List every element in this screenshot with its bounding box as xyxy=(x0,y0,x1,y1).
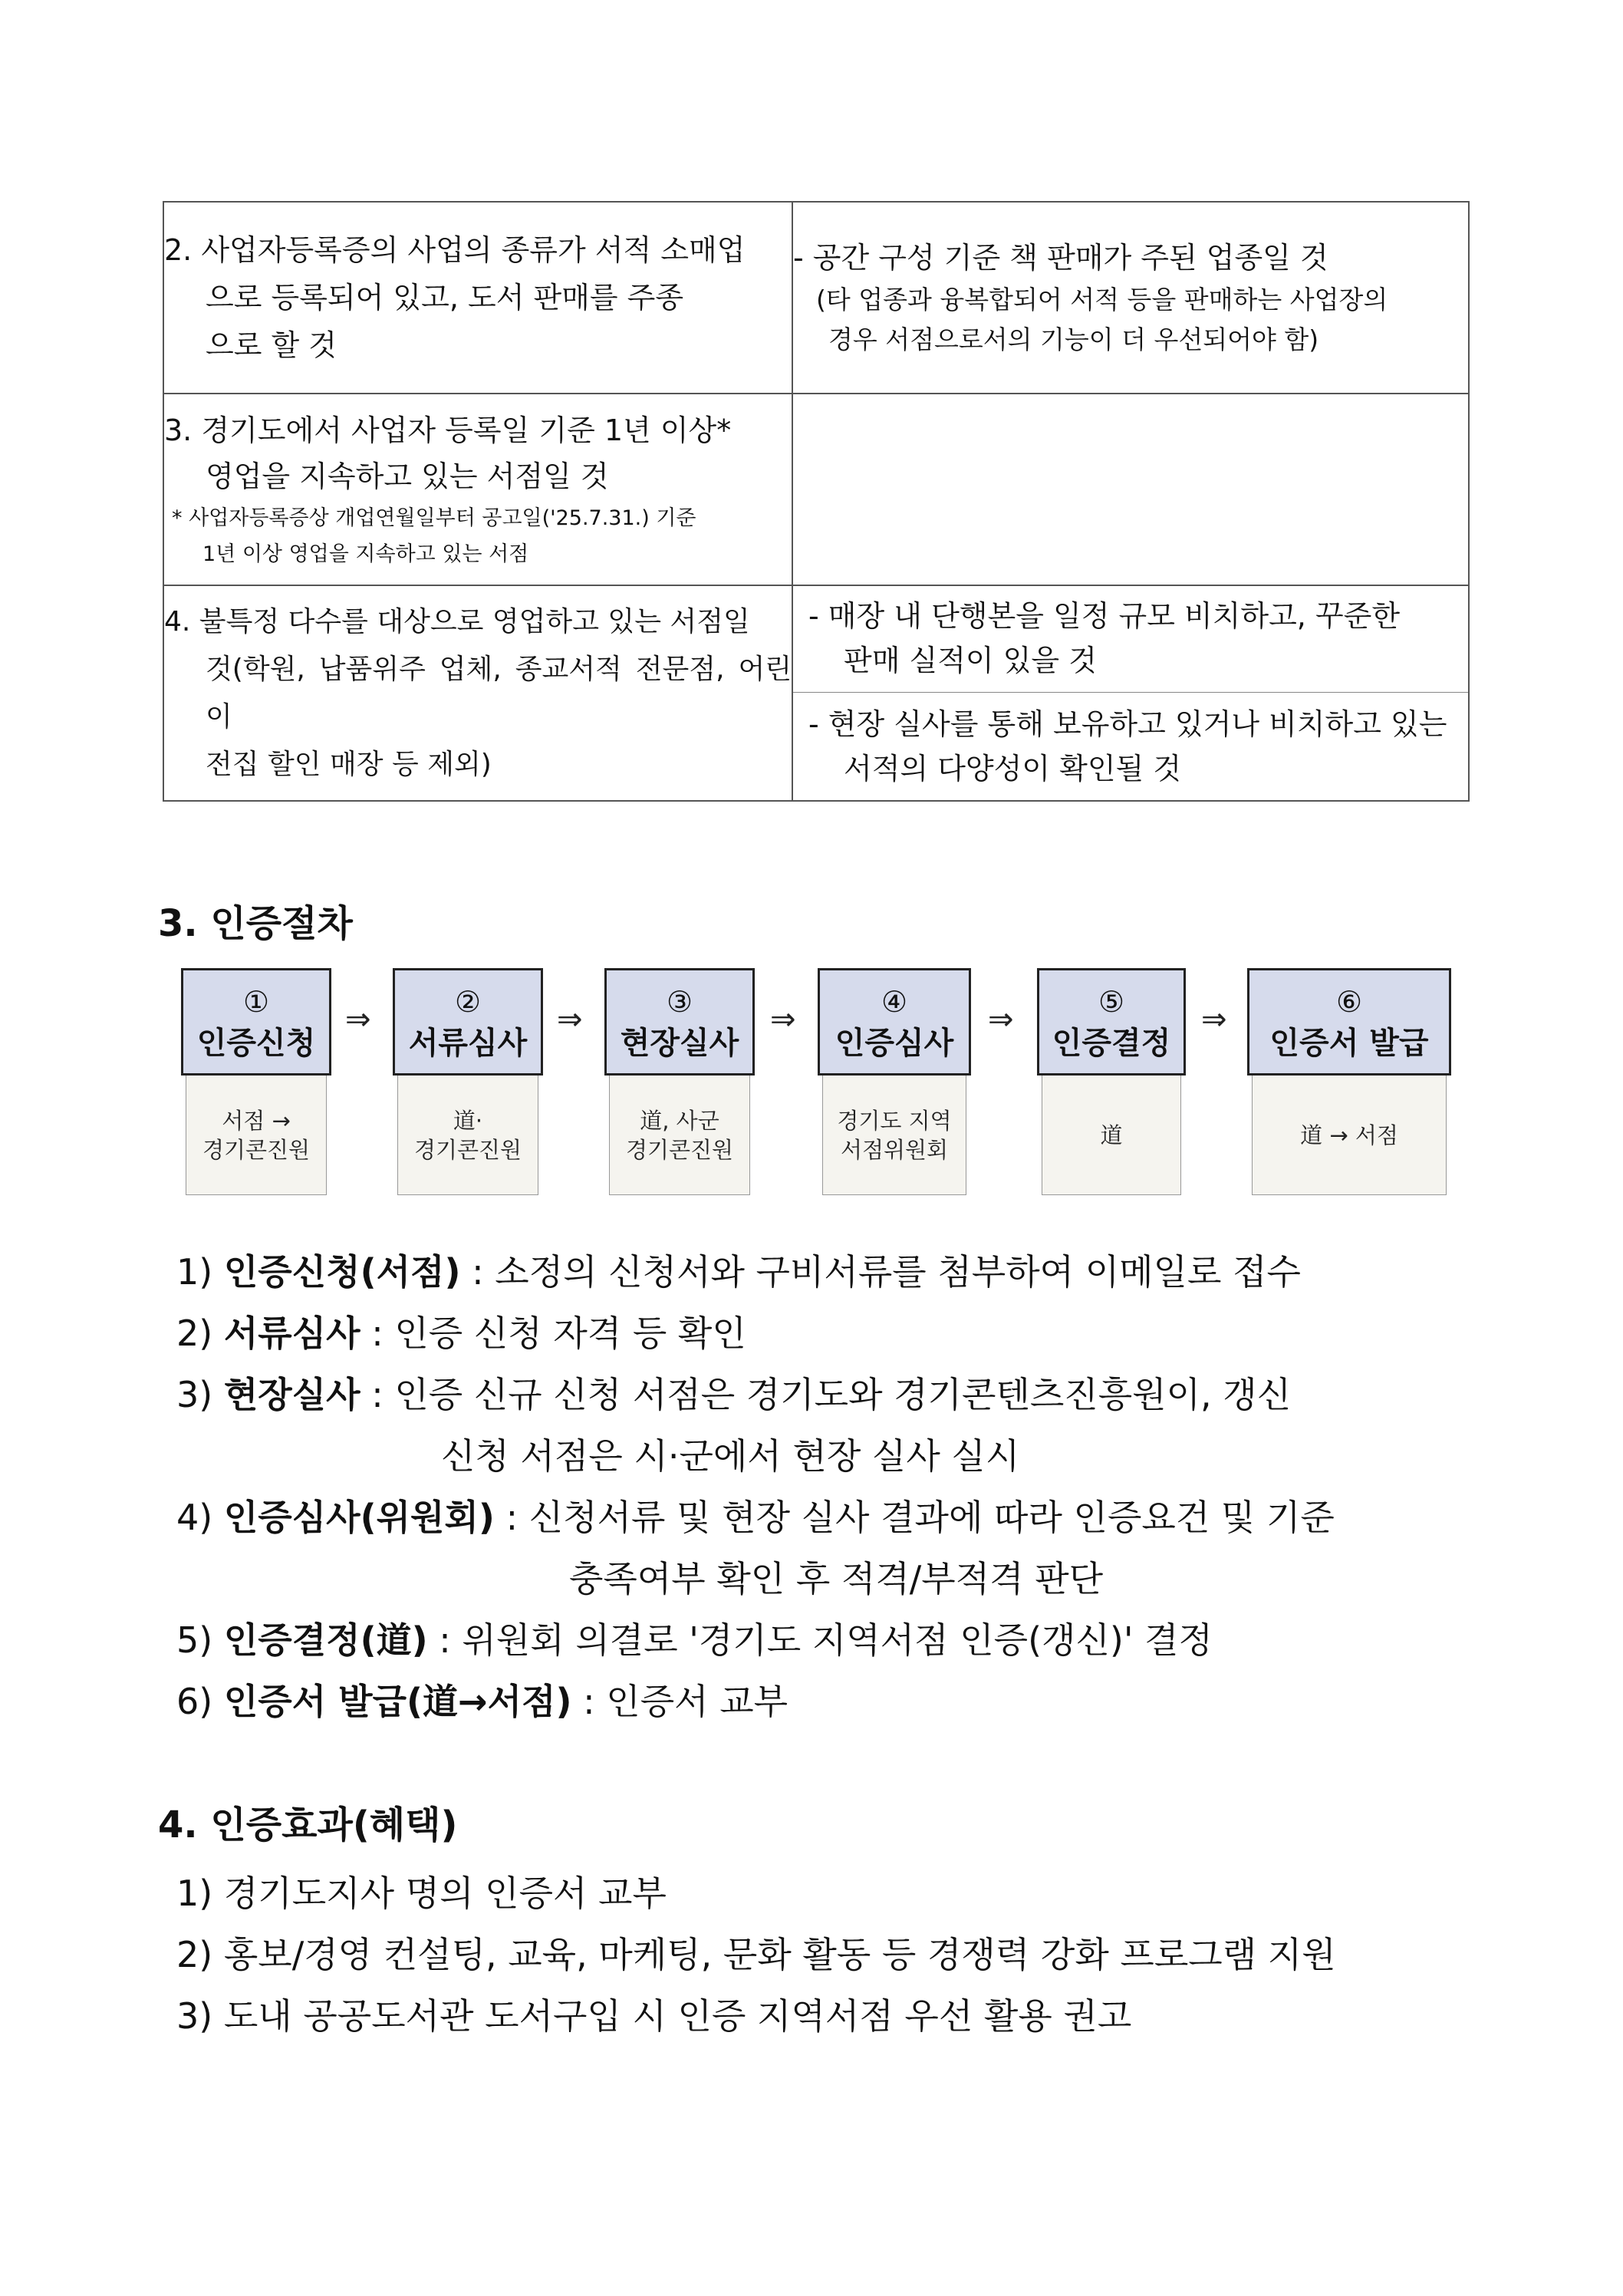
item-text: 인증 신규 신청 서점은 경기도와 경기콘텐츠진흥원이, 갱신 xyxy=(394,1374,1292,1415)
step-number: ① xyxy=(242,985,270,1019)
step-actor-line: 경기콘진원 xyxy=(202,1136,311,1163)
item-title: 인증결정(道) xyxy=(223,1619,428,1661)
criteria-text: 으로 등록되어 있고, 도서 판매를 주종 xyxy=(206,281,684,315)
step-label: 인증서 발급 xyxy=(1269,1026,1429,1061)
step-actor-line: 道 xyxy=(1100,1122,1123,1148)
criteria-cell xyxy=(163,394,792,585)
flow-step-actor xyxy=(609,1076,750,1195)
item-text: 위원회 의결로 '경기도 지역서점 인증(갱신)' 결정 xyxy=(462,1619,1213,1661)
flow-step-header xyxy=(393,968,543,1076)
flow-step-header xyxy=(1247,968,1451,1076)
criteria-text: 3. 경기도에서 사업자 등록일 기준 1년 이상* xyxy=(164,413,732,447)
list-item: 3) 도내 공공도서관 도서구입 시 인증 지역서점 우선 활용 권고 xyxy=(176,1995,1132,2037)
detail-text: - 현장 실사를 통해 보유하고 있거나 비치하고 있는 xyxy=(808,707,1447,741)
table-row xyxy=(163,394,1469,585)
item-title: 서류심사 xyxy=(223,1313,360,1354)
list-item xyxy=(176,1241,1480,1303)
benefit-list xyxy=(176,1863,1336,2047)
item-title: 현장실사 xyxy=(223,1374,360,1415)
detail-item xyxy=(793,586,1468,693)
criteria-footnote: * 사업자등록증상 개업연월일부터 공고일('25.7.31.) 기준 xyxy=(172,506,696,530)
flow-step-actor xyxy=(186,1076,327,1195)
step-number: ③ xyxy=(666,985,693,1019)
flow-step-header xyxy=(604,968,755,1076)
step-number: ④ xyxy=(881,985,908,1019)
step-actor-line: 道· xyxy=(453,1107,483,1134)
flow-step xyxy=(181,968,331,1195)
list-item xyxy=(176,1487,1480,1548)
detail-note: 경우 서점으로서의 기능이 더 우선되어야 함) xyxy=(828,324,1319,354)
flow-step-header xyxy=(181,968,331,1076)
criteria-cell xyxy=(163,202,792,394)
criteria-footnote: 1년 이상 영업을 지속하고 있는 서점 xyxy=(202,542,529,566)
item-separator: : xyxy=(505,1497,519,1538)
step-actor-line: 경기콘진원 xyxy=(413,1136,522,1163)
detail-cell xyxy=(792,585,1469,801)
step-label: 현장실사 xyxy=(620,1026,739,1061)
flow-step-header xyxy=(1037,968,1186,1076)
step-actor-line: 道, 사군 xyxy=(640,1107,719,1134)
table-row xyxy=(163,202,1469,394)
list-item-continuation: 충족여부 확인 후 적격/부적격 판단 xyxy=(569,1558,1104,1599)
step-actor-line: 서점위원회 xyxy=(840,1136,949,1163)
flow-step xyxy=(1037,968,1186,1195)
flow-step-actor xyxy=(1252,1076,1447,1195)
step-label: 인증심사 xyxy=(835,1026,954,1061)
item-title: 인증신청(서점) xyxy=(223,1251,461,1293)
criteria-table xyxy=(163,201,1470,802)
flow-arrow-icon: ⇒ xyxy=(1201,1002,1227,1037)
item-number: 1) xyxy=(176,1251,213,1293)
section-heading: 4. 인증효과(혜택) xyxy=(158,1804,458,1846)
detail-note: (타 업종과 융복합되어 서적 등을 판매하는 사업장의 xyxy=(816,285,1388,315)
item-separator: : xyxy=(371,1313,384,1354)
criteria-text: 4. 불특정 다수를 대상으로 영업하고 있는 서점일 xyxy=(164,605,750,637)
list-item xyxy=(176,1364,1480,1425)
step-number: ⑤ xyxy=(1098,985,1125,1019)
list-item xyxy=(176,1609,1480,1671)
detail-text: - 매장 내 단행본을 일정 규모 비치하고, 꾸준한 xyxy=(808,599,1401,633)
detail-item xyxy=(793,693,1468,800)
step-actor-line: 서점 → xyxy=(222,1107,291,1134)
detail-text: - 공간 구성 기준 책 판매가 주된 업종일 것 xyxy=(793,241,1328,275)
step-actor-line: 경기도 지역 xyxy=(837,1107,952,1134)
item-number: 3) xyxy=(176,1374,213,1415)
table-row xyxy=(163,585,1469,801)
criteria-text: 것(학원, 납품위주 업체, 종교서적 전문점, 어린이 xyxy=(206,653,792,733)
item-text: 소정의 신청서와 구비서류를 첨부하여 이메일로 접수 xyxy=(495,1251,1301,1293)
list-item xyxy=(176,1303,1480,1364)
process-flow xyxy=(181,968,1454,1198)
criteria-cell xyxy=(163,585,792,801)
section-heading: 3. 인증절차 xyxy=(158,902,353,945)
item-number: 5) xyxy=(176,1619,213,1661)
flow-step xyxy=(818,968,971,1195)
criteria-text: 2. 사업자등록증의 사업의 종류가 서적 소매업 xyxy=(164,233,746,267)
item-number: 2) xyxy=(176,1313,213,1354)
list-item: 1) 경기도지사 명의 인증서 교부 xyxy=(176,1873,667,1914)
flow-arrow-icon: ⇒ xyxy=(770,1002,796,1037)
criteria-text: 전집 할인 매장 등 제외) xyxy=(206,748,492,780)
step-actor-line: 경기콘진원 xyxy=(625,1136,734,1163)
flow-arrow-icon: ⇒ xyxy=(557,1002,583,1037)
detail-cell xyxy=(792,202,1469,394)
item-number: 4) xyxy=(176,1497,213,1538)
flow-arrow-icon: ⇒ xyxy=(345,1002,371,1037)
flow-arrow-icon: ⇒ xyxy=(988,1002,1014,1037)
item-separator: : xyxy=(439,1619,451,1661)
item-separator: : xyxy=(583,1681,595,1722)
step-label: 인증신청 xyxy=(196,1026,316,1061)
step-actor-line: 道 → 서점 xyxy=(1300,1122,1398,1148)
item-title: 인증서 발급(道→서점) xyxy=(223,1681,572,1722)
flow-step xyxy=(1247,968,1451,1195)
step-number: ② xyxy=(454,985,482,1019)
list-item-continuation: 신청 서점은 시·군에서 현장 실사 실시 xyxy=(441,1435,1020,1477)
item-separator: : xyxy=(472,1251,484,1293)
item-text: 신청서류 및 현장 실사 결과에 따라 인증요건 및 기준 xyxy=(528,1497,1335,1538)
list-item: 2) 홍보/경영 컨설팅, 교육, 마케팅, 문화 활동 등 경쟁력 강화 프로그램 지원 xyxy=(176,1934,1336,1975)
procedure-list xyxy=(176,1241,1480,1732)
criteria-text: 영업을 지속하고 있는 서점일 것 xyxy=(206,460,609,493)
detail-text: 판매 실적이 있을 것 xyxy=(844,644,1097,677)
flow-step-actor xyxy=(1042,1076,1181,1195)
detail-cell-empty xyxy=(792,394,1469,585)
step-label: 서류심사 xyxy=(408,1026,528,1061)
flow-step-actor xyxy=(397,1076,538,1195)
step-number: ⑥ xyxy=(1335,985,1363,1019)
item-title: 인증심사(위원회) xyxy=(223,1497,495,1538)
flow-step xyxy=(393,968,543,1195)
item-text: 인증서 교부 xyxy=(606,1681,788,1722)
flow-step xyxy=(604,968,755,1195)
flow-step-actor xyxy=(822,1076,966,1195)
flow-step-header xyxy=(818,968,971,1076)
item-separator: : xyxy=(371,1374,384,1415)
detail-text: 서적의 다양성이 확인될 것 xyxy=(844,752,1182,786)
criteria-text: 으로 할 것 xyxy=(206,328,337,362)
step-label: 인증결정 xyxy=(1052,1026,1171,1061)
item-number: 6) xyxy=(176,1681,213,1722)
list-item xyxy=(176,1671,1480,1732)
item-text: 인증 신청 자격 등 확인 xyxy=(394,1313,746,1354)
